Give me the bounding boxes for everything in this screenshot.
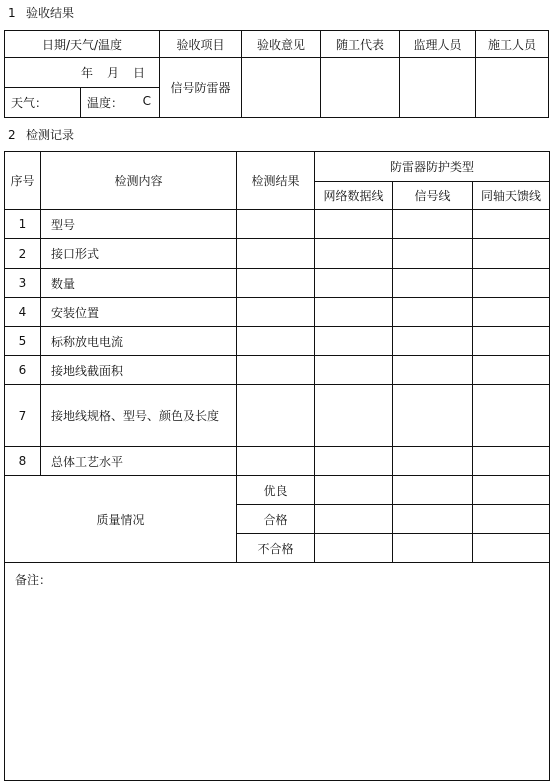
table-row — [5, 269, 550, 298]
table-row — [5, 356, 550, 385]
temperature-label: 温度： — [87, 96, 124, 110]
header-type-coaxial: 同轴天馈线 — [473, 182, 550, 210]
remarks-cell — [5, 563, 550, 781]
header-content: 检测内容 — [41, 152, 237, 210]
date-month: 月 — [106, 66, 119, 80]
quality-level-pass: 合格 — [237, 505, 315, 534]
header-acceptance-item: 验收项目 — [160, 31, 242, 58]
header-accompanying-rep: 随工代表 — [321, 31, 400, 58]
row-content: 标称放电电流 — [41, 327, 237, 356]
row-seq: 1 — [5, 210, 41, 239]
acceptance-opinion-cell — [242, 58, 321, 118]
weather-cell — [5, 88, 81, 118]
table-row — [5, 210, 550, 239]
table-row — [5, 298, 550, 327]
quality-level-fail: 不合格 — [237, 534, 315, 563]
section-2-title — [8, 126, 74, 143]
header-type-group: 防雷器防护类型 — [315, 152, 550, 182]
inspection-record-table — [4, 151, 550, 781]
construction-staff-cell — [476, 58, 549, 118]
section-1-text: 验收结果 — [26, 6, 75, 20]
header-date-weather-temp: 日期/天气/温度 — [5, 31, 160, 58]
header-type-signal: 信号线 — [393, 182, 473, 210]
row-content: 接地线规格、型号、颜色及长度 — [41, 385, 237, 447]
date-year: 年 — [80, 66, 93, 80]
row-content: 型号 — [41, 210, 237, 239]
date-cell — [5, 58, 160, 88]
header-seq: 序号 — [5, 152, 41, 210]
remarks-label: 备注： — [15, 573, 52, 587]
row-seq: 4 — [5, 298, 41, 327]
row-seq: 3 — [5, 269, 41, 298]
weather-label: 天气： — [11, 96, 48, 110]
accompanying-rep-cell — [321, 58, 400, 118]
temperature-unit: C — [142, 94, 152, 108]
section-1-number: 1 — [8, 6, 16, 20]
section-2-text: 检测记录 — [26, 128, 75, 142]
section-2-number: 2 — [8, 128, 16, 142]
row-content: 接地线截面积 — [41, 356, 237, 385]
row-content: 总体工艺水平 — [41, 447, 237, 476]
temperature-cell — [81, 88, 160, 118]
header-supervisor: 监理人员 — [400, 31, 476, 58]
row-seq: 2 — [5, 239, 41, 269]
header-acceptance-opinion: 验收意见 — [242, 31, 321, 58]
header-type-network: 网络数据线 — [315, 182, 393, 210]
header-result: 检测结果 — [237, 152, 315, 210]
row-seq: 6 — [5, 356, 41, 385]
quality-level-excellent: 优良 — [237, 476, 315, 505]
table-row — [5, 447, 550, 476]
section-1-title — [8, 4, 74, 21]
supervisor-cell — [400, 58, 476, 118]
row-content: 安装位置 — [41, 298, 237, 327]
table-row — [5, 327, 550, 356]
date-day: 日 — [133, 66, 146, 80]
acceptance-result-body — [4, 57, 549, 118]
table-row — [5, 239, 550, 269]
row-content: 接口形式 — [41, 239, 237, 269]
header-construction-staff: 施工人员 — [476, 31, 549, 58]
row-content: 数量 — [41, 269, 237, 298]
table-row — [5, 385, 550, 447]
row-seq: 5 — [5, 327, 41, 356]
quality-label: 质量情况 — [5, 476, 237, 563]
row-seq: 8 — [5, 447, 41, 476]
acceptance-item-value: 信号防雷器 — [160, 58, 242, 118]
row-seq: 7 — [5, 385, 41, 447]
